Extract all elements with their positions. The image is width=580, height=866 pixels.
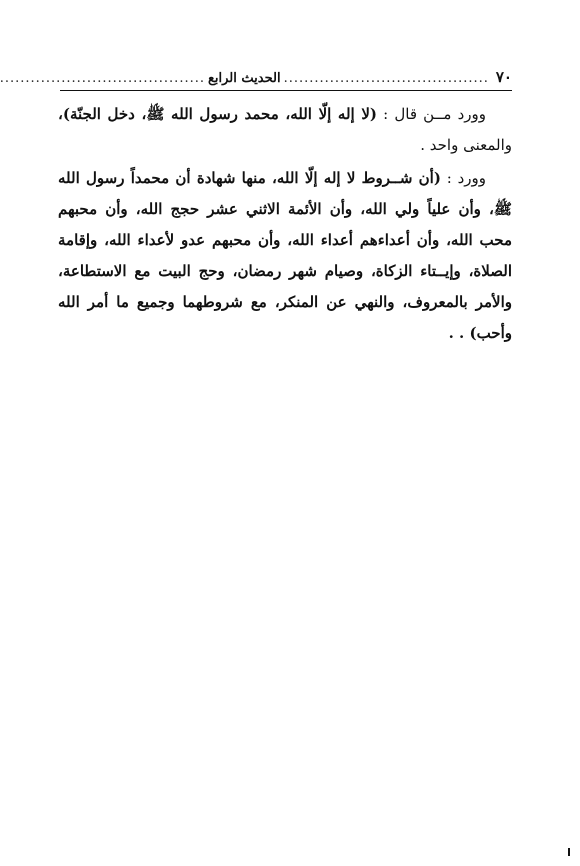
paragraph [58,99,512,161]
leader-dots: ........................................ [0,71,205,86]
paragraph-tail: والمعنى واحد . [420,136,512,154]
body-text [58,99,512,349]
scan-mark [568,848,570,856]
paragraph-lead: وورد : [440,169,486,187]
section-title: الحديث الرابع [207,71,281,86]
hadith-quote: (لا إله إلّا الله، محمد رسول الله ﷺ، دخل الجنّة)، [58,105,377,123]
hadith-quote: (أن شــروط لا إله إلّا الله، منها شهادة أن محمداً رسول الله ﷺ، وأن علياً ولي الله، وأن الأئمة الاثني عشر حجج الله، وأن محبهم محب الله، وأن أعداءهم أعداء الله، وأن محبهم عدو لأعداء الله، وإقامة الصلاة، وإيــتاء الزكاة، وصيام شهر رمضان، وحج البيت مع الاستطاعة، والأمر بالمعروف، والنهي عن المنكر، مع شروطهما وجميع ما أمر الله وأحب) . . [58,169,512,342]
page-number: ٧٠ [495,68,512,86]
paragraph [58,163,512,349]
leader-dots: ........................................ [283,71,489,86]
paragraph-lead: وورد مــن قال : [376,105,486,123]
header-rule [60,90,512,91]
running-header [0,60,512,86]
